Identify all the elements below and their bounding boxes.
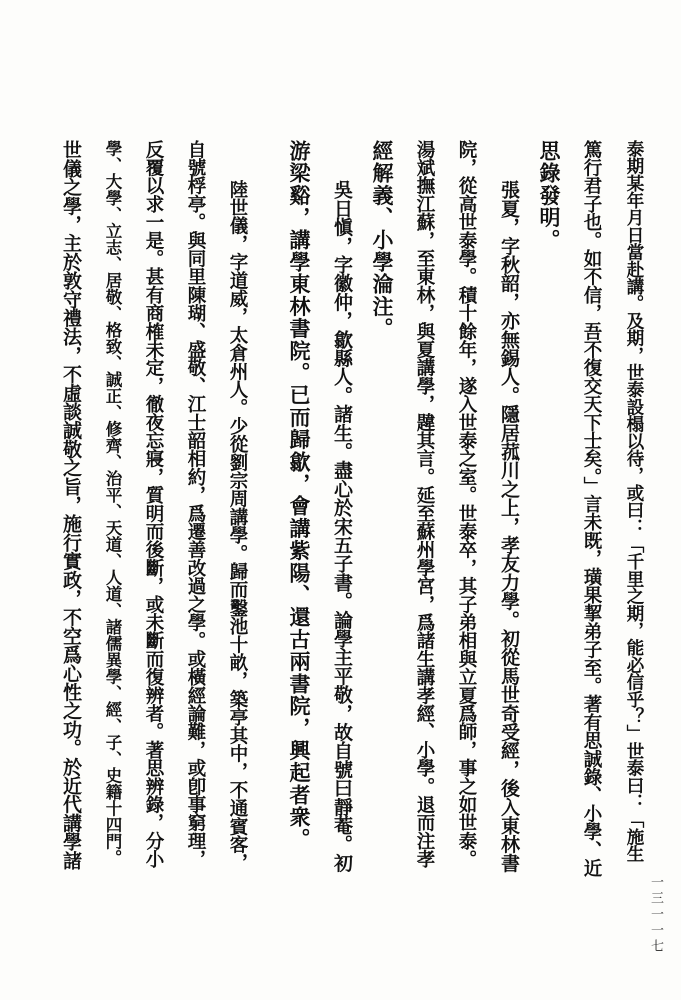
text-column: 陸世儀，字道威，太倉州人。少從劉宗周講學。歸而鑿池十畝，築亭其中，不通賓客，	[227, 180, 248, 872]
text-column: 自號桴亭。與同里陳瑚、盛敬、江士韶相約，爲遷善改過之學。或橫經論難，或卽事窮理，	[185, 140, 206, 869]
text-column: 游梁谿，講學東林書院。已而歸歙，會講紫陽、還古兩書院，興起者衆。	[287, 140, 312, 851]
text-column: 吳日愼，字徽仲，歙縣人。諸生。盡心於宋五子書。論學主平敬，故自號曰靜菴。初	[331, 180, 353, 872]
text-column: 篤行君子也。如不信，吾不復交天下士矣。」言未既，璜果挈弟子至。著有思誠錄、小學、近	[581, 140, 602, 877]
page-number: 一三一一七	[648, 875, 663, 955]
text-column: 經解義、小學淪注。	[370, 140, 395, 340]
text-column: 泰期某年月日當赴講。及期，世泰設榻以待，或曰：「千里之期，能必信乎？」世泰曰：「施生	[624, 140, 644, 863]
text-column: 張夏，字秋韶，亦無錫人。隱居菰川之上，孝友力學。初從馬世奇受經，後入東林書	[498, 180, 520, 872]
text-column: 湯斌撫江蘇，至東林，與夏講學，韙其言。延至蘇州學宮，爲諸生講孝經、小學。退而注孝	[414, 140, 435, 869]
text-column: 院，從高世泰學。積十餘年，遂入世泰之室。世泰卒，其子弟相與立夏爲師，事之如世泰。	[456, 140, 477, 869]
text-column: 反覆以求一是。甚有商榷未定，徹夜忘寢，質明而後斷，或未斷而復辨者。著思辨錄，分小	[143, 140, 164, 869]
text-column: 學、大學、立志、居敬、格致、誠正、修齊、治平、天道、人道、諸儒異學、經、子、史籍十四門。	[103, 140, 122, 866]
text-column: 思錄發明。	[537, 140, 562, 251]
text-column: 世儀之學，主於敦守禮法，不虛談誠敬之旨，施行實政，不空爲心性之功。於近代講學諸	[60, 140, 82, 870]
